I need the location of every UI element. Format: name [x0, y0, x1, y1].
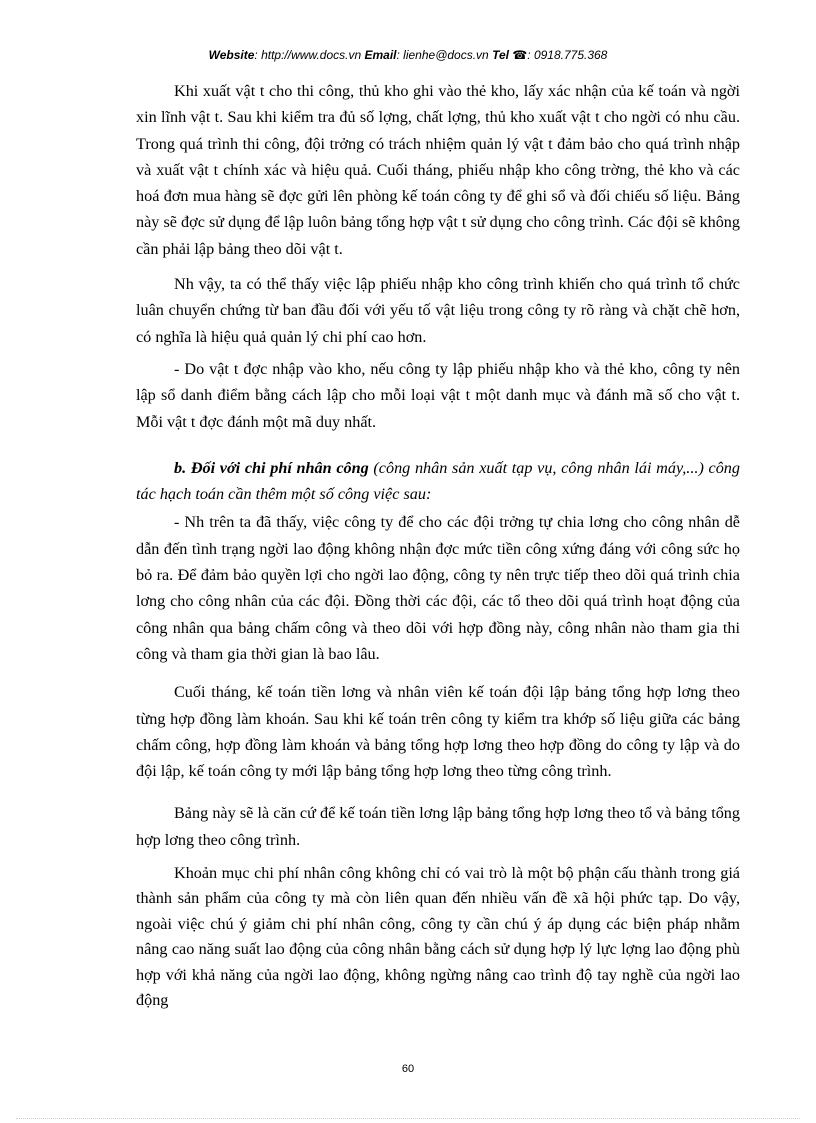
tel-value: : 0918.775.368	[527, 48, 608, 62]
paragraph: Khoản mục chi phí nhân công không chỉ có vai trò là một bộ phận cấu thành trong giá thành sản phẩm của công ty mà còn liên quan đến nhiều vấn đề xã hội phức tạp. Do vậy, ngoài việc chú ý giảm chi phí nhân công, công ty cần chú ý áp dụng các biện pháp nhằm nâng cao năng suất lao động của công nhân bằng cách sử dụng hợp lý lực lợng lao động phù hợp với khả năng của ngời lao động, không ngừng nâng cao trình độ tay nghề của ngời lao động	[136, 864, 740, 1010]
section-b-intro: (công nhân sản xuất tạp vụ, công nhân lái máy,...) công tác hạch toán cần thêm một số công việc sau:	[136, 458, 740, 504]
paragraph: Khi xuất vật t cho thi công, thủ kho ghi vào thẻ kho, lấy xác nhận của kế toán và ngời xin lĩnh vật t. Sau khi kiểm tra đủ số lợng, chất lợng, thủ kho xuất vật t cho ngời có nhu cầu. Trong quá trình thi công, đội trởng có trách nhiệm quản lý vật t đảm bảo cho quá trình nhập và xuất vật t chính xác và hiệu quả. Cuối tháng, phiếu nhập kho công trờng, thẻ kho và các hoá đơn mua hàng sẽ đợc gửi lên phòng kế toán công ty để ghi sổ và đối chiếu số liệu. Bảng này sẽ đợc sử dụng để lập luôn bảng tổng hợp vật t sử dụng cho công trình. Các đội sẽ không cần phải lập bảng theo dõi vật t.	[136, 82, 740, 258]
website-label: Website	[208, 48, 255, 62]
section-b-heading: b. Đối với chi phí nhân công	[174, 458, 369, 477]
website-value: : http://www.docs.vn	[254, 48, 362, 62]
paragraph: - Do vật t đợc nhập vào kho, nếu công ty lập phiếu nhập kho và thẻ kho, công ty nên lập sổ danh điểm bằng cách lập cho mỗi loại vật t một danh mục và đánh mã số cho vật t. Mỗi vật t đợc đánh một mã duy nhất.	[136, 359, 740, 431]
page-bottom-divider	[16, 1118, 800, 1119]
email-value: : lienhe@docs.vn	[396, 48, 489, 62]
document-body	[136, 72, 740, 1013]
phone-icon: ☎	[512, 48, 528, 62]
paragraph: Bảng này sẽ là căn cứ để kế toán tiền lơng lập bảng tổng hợp lơng theo tổ và bảng tổng hợp lơng theo công trình.	[136, 804, 740, 849]
paragraph: Nh vậy, ta có thể thấy việc lập phiếu nhập kho công trình khiến cho quá trình tổ chức luân chuyển chứng từ ban đầu đối với yếu tố vật liệu trong công ty rõ ràng và chặt chẽ hơn, có nghĩa là hiệu quả quản lý chi phí cao hơn.	[136, 275, 740, 346]
paragraph: Cuối tháng, kế toán tiền lơng và nhân viên kế toán đội lập bảng tổng hợp lơng theo từng hợp đồng làm khoán. Sau khi kế toán trên công ty kiểm tra khớp số liệu giữa các bảng chấm công, hợp đồng làm khoán và bảng tổng hợp lơng theo hợp đồng do công ty lập và do đội lập, kế toán công ty mới lập bảng tổng hợp lơng theo từng công trình.	[136, 683, 740, 781]
page-number: 60	[401, 1063, 415, 1075]
tel-label: Tel	[492, 48, 509, 62]
paragraph: - Nh trên ta đã thấy, việc công ty để cho các đội trởng tự chia lơng cho công nhân dễ dẫn đến tình trạng ngời lao động không nhận đợc mức tiền công xứng đáng với công sức họ bỏ ra. Để đảm bảo quyền lợi cho ngời lao động, công ty nên trực tiếp theo dõi quá trình chia lơng cho công nhân của các đội. Đồng thời các đội, các tổ theo dõi quá trình hoạt động của công nhân qua bảng chấm công và theo dõi với hợp đồng này, công nhân nào tham gia thi công và tham gia thời gian là bao lâu.	[136, 513, 740, 663]
email-label: Email	[364, 48, 397, 62]
page-header	[0, 48, 816, 62]
section-b-heading-paragraph	[136, 455, 740, 508]
